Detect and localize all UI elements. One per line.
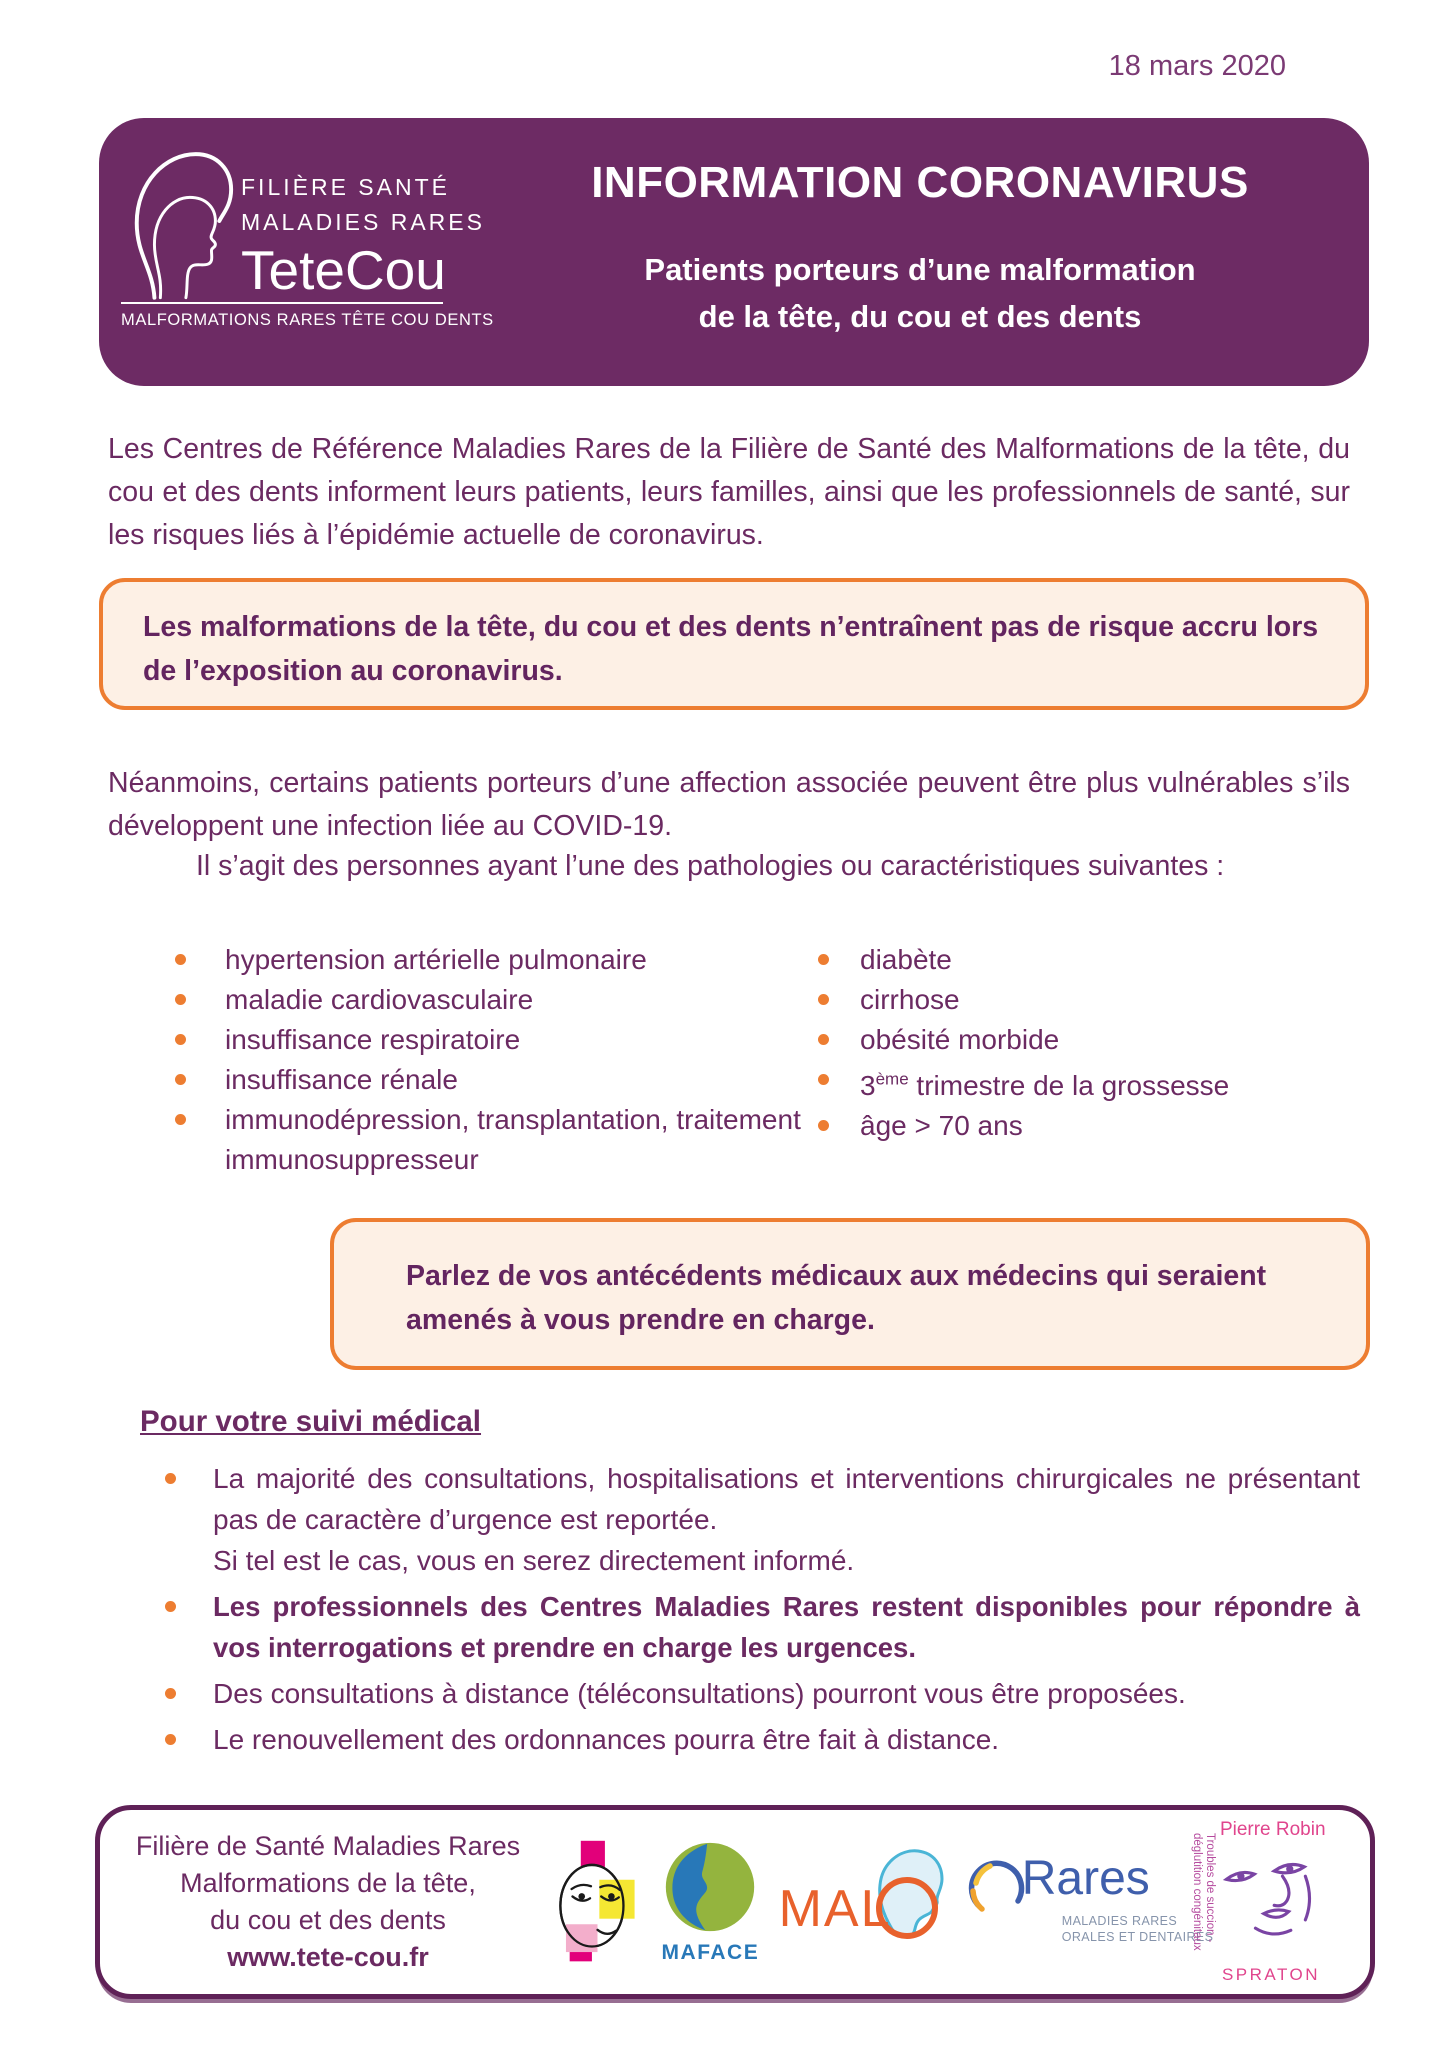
footer-partners [95,1805,1375,1999]
trimester-ordinal: ème [875,1070,909,1089]
list-item-label: hypertension artérielle pulmonaire [225,944,647,975]
pierre-robin-vertical-text: Troubles de succion - déglutition congénitaux [1190,1833,1216,1951]
followup-list [165,1458,1360,1765]
footer-line2: Malformations de la tête, [180,1868,476,1898]
list-item [165,1673,1360,1714]
orares-caption-line2: ORALES ET DENTAIRES [1061,1930,1214,1944]
malo-logo [779,1843,954,1961]
brand-name: TeteCou [241,239,446,301]
maface-label: MAFACE [661,1940,760,1964]
bullet-icon [165,1473,176,1484]
followup-item-text: Les professionnels des Centres Maladies Rares restent disponibles pour répondre à vos interrogations et prendre en charge les urgences. [213,1591,1360,1663]
bullet-icon [175,954,186,965]
bullet-icon [175,1114,186,1125]
orares-caption-line1: MALADIES RARES [1061,1914,1178,1928]
brand-line1: FILIÈRE SANTÉ [241,174,450,200]
document-date: 18 mars 2020 [1108,50,1286,82]
footer-line1: Filière de Santé Maladies Rares [135,1831,521,1861]
subtitle-line1: Patients porteurs d’une malformation [644,252,1196,287]
header-banner [99,118,1369,386]
section-heading: Pour votre suivi médical [140,1405,482,1438]
orares-o-icon [966,1859,1030,1923]
bullet-icon [165,1601,176,1612]
bullet-icon [818,1034,829,1045]
trimester-text: trimestre de la grossesse [908,1070,1230,1102]
bullet-icon [818,1074,829,1085]
bullet-icon [818,954,829,965]
tetecou-logo [99,118,494,386]
list-item [818,980,1365,1020]
bullet-icon [818,994,829,1005]
bullet-icon [175,1074,186,1085]
list-item-label: immunodépression, transplantation, traitement immunosuppresseur [225,1104,801,1175]
footer-line3: du cou et des dents [210,1905,446,1935]
advice-callout [330,1218,1370,1370]
page-subtitle [471,246,1369,340]
tetecou-logo-top [121,142,485,301]
spraton-label: SPRATON [1221,1965,1321,1984]
list-item-label: cirrhose [860,984,960,1015]
list-item [165,1458,1360,1581]
list-item [165,1586,1360,1668]
list-item [818,1106,1365,1146]
pathologies-lead: Il s’agit des personnes ayant l’une des pathologies ou caractéristiques suivantes : [196,850,1225,882]
page-title: INFORMATION CORONAVIRUS [591,158,1249,207]
followup-item-text: Le renouvellement des ordonnances pourra être fait à distance. [213,1724,1000,1755]
blocks-face-logo [540,1836,642,1968]
list-item-label: insuffisance respiratoire [225,1024,521,1055]
pierre-robin-face-icon [1218,1845,1322,1949]
list-item [175,1100,818,1180]
list-item-label: diabète [860,944,952,975]
brand-tagline: MALFORMATIONS RARES TÊTE COU DENTS [121,311,494,329]
list-item [175,940,818,980]
intro-paragraph: Les Centres de Référence Maladies Rares de la Filière de Santé des Malformations de la tête, du cou et des dents informent leurs patients, leurs familles, ainsi que les professionnels de santé, sur les risques liés à l’épidémie actuelle de coronavirus. [108,433,1350,551]
followup-item-text2: Si tel est le cas, vous en serez directement informé. [213,1545,855,1576]
footer-address [128,1828,528,1976]
pathologies-list-left [175,940,818,1180]
bullet-icon [175,1034,186,1045]
pierre-robin-logo [1190,1819,1342,1985]
list-item [175,1020,818,1060]
brand-line2: MALADIES RARES [241,209,485,235]
trimester-number: 3 [860,1070,876,1102]
bullet-icon [818,1120,829,1131]
list-item-label: maladie cardiovasculaire [225,984,534,1015]
list-item [175,1060,818,1100]
maface-icon [663,1840,757,1934]
brand-divider [121,302,443,304]
list-item [165,1719,1360,1760]
list-item-label: insuffisance rénale [225,1064,458,1095]
subtitle-line2: de la tête, du cou et des dents [698,299,1142,334]
list-item [818,940,1365,980]
advice-text: Parlez de vos antécédents médicaux aux médecins qui seraient amenés à vous prendre en charge. [406,1260,1267,1336]
no-extra-risk-text: Les malformations de la tête, du cou et des dents n’entraînent pas de risque accru lors de l’exposition au coronavirus. [143,611,1319,687]
followup-item-text: Des consultations à distance (téléconsultations) pourront vous être proposées. [213,1678,1186,1709]
head-profile-icon [121,142,239,300]
list-item-label [860,1070,1229,1101]
list-item [175,980,818,1020]
blocks-face-icon [540,1836,642,1968]
list-item-label: âge > 70 ans [860,1110,1023,1142]
hero-titles [471,118,1369,386]
no-extra-risk-callout [99,578,1369,710]
bullet-icon [175,994,186,1005]
maface-logo [654,1840,766,1965]
list-item [818,1020,1365,1060]
malo-o-ring-icon [876,1877,938,1939]
pathologies-lists [175,940,1365,1180]
vulnerable-paragraph: Néanmoins, certains patients porteurs d’une affection associée peuvent être plus vulnérables s’ils développent une infection liée au COVID-19. [108,767,1350,842]
malo-text: MAL [778,1880,892,1938]
bullet-icon [165,1734,176,1745]
list-item [818,1060,1365,1106]
website-link[interactable]: www.tete-cou.fr [227,1942,429,1972]
pierre-robin-title: Pierre Robin [1219,1819,1326,1840]
list-item-label: obésité morbide [860,1024,1060,1055]
orares-text: Rares [1021,1852,1150,1905]
followup-item-text: La majorité des consultations, hospitalisations et interventions chirurgicales ne présentant pas de caractère d’urgence est reportée. [213,1463,1360,1535]
pathologies-list-right [818,940,1365,1180]
brand-names [241,142,485,300]
bullet-icon [165,1688,176,1699]
